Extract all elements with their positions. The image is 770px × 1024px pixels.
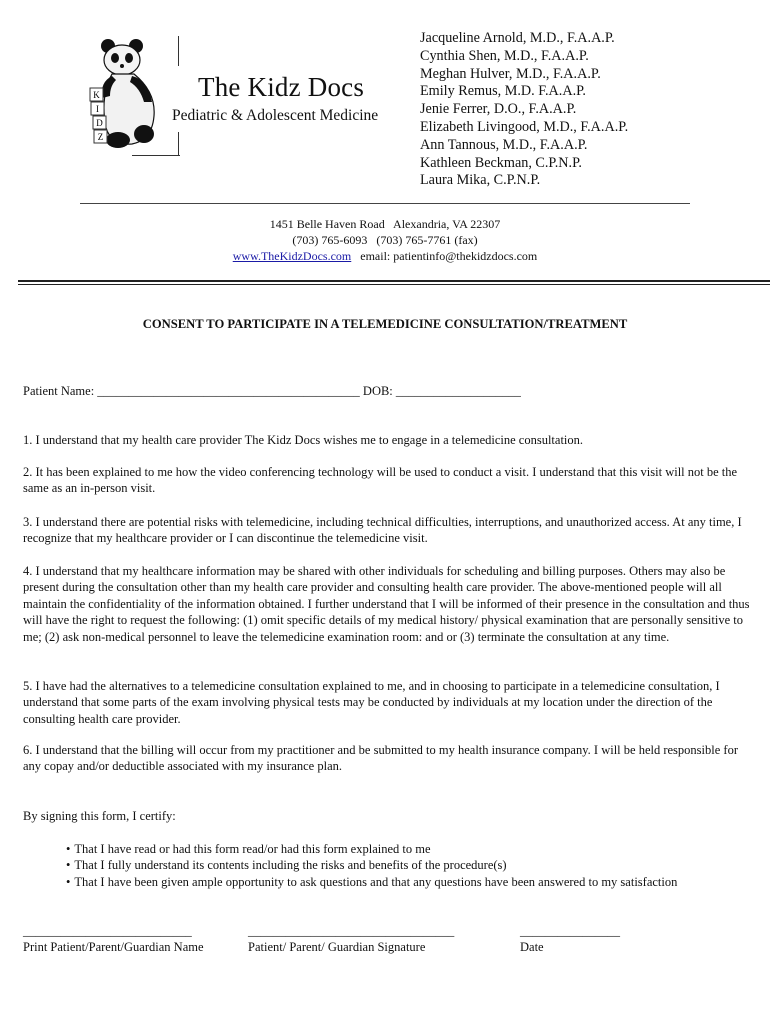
email-address: email: patientinfo@thekidzdocs.com: [360, 249, 538, 263]
section-divider: [18, 280, 770, 282]
logo-block-letter: I: [96, 104, 99, 114]
consent-paragraph: 1. I understand that my health care provider The Kidz Docs wishes me to engage in a telemedicine consultation.: [23, 433, 584, 447]
signature-label: Print Patient/Parent/Guardian Name: [23, 940, 204, 954]
form-title: CONSENT TO PARTICIPATE IN A TELEMEDICINE CONSULTATION/TREATMENT: [142, 317, 628, 331]
provider-name: Jacqueline Arnold, M.D., F.A.A.P.: [420, 30, 615, 46]
signature-blank[interactable]: ________________: [520, 924, 620, 938]
phone-numbers: (703) 765-6093 (703) 765-7761 (fax): [292, 233, 478, 247]
provider-name: Meghan Hulver, M.D., F.A.A.P.: [420, 65, 601, 82]
logo-block-letter: Z: [97, 132, 104, 142]
provider-list: [420, 30, 628, 190]
practice-subtitle: Pediatric & Adolescent Medicine: [172, 107, 379, 124]
provider-name: Elizabeth Livingood, M.D., F.A.A.P.: [420, 118, 629, 135]
consent-paragraph: 4. I understand that my healthcare information may be shared with other individuals for scheduling and billing purposes. Others may also be present during the consultation other than my health care provider and consulting health care provider. The above-mentioned people will all maintain the confidentiality of the information obtained. I further understand that I will be informed of their presence in the consultation and thus will have the right to request the following: (1) omit specific details of my medical history/ physical examination that are personally sensitive to me; (2) ask non-medical personnel to leave the telemedicine examination room: and or (3) terminate the consultation at any time.: [23, 564, 750, 644]
panda-logo-icon: [72, 36, 172, 156]
provider-name: Cynthia Shen, M.D., F.A.A.P.: [420, 47, 589, 64]
address: 1451 Belle Haven Road Alexandria, VA 22307: [269, 217, 501, 231]
print-name-field[interactable]: [23, 924, 204, 955]
certify-list: [66, 841, 677, 890]
consent-paragraph: 5. I have had the alternatives to a telemedicine consultation explained to me, and in choosing to participate in a telemedicine consultation, I understand that some parts of the exam involving physical tests may be conducted by individuals at my location under the direction of the consulting health care provider.: [23, 679, 720, 726]
logo-block-letter: K: [93, 90, 100, 100]
contact-block: [0, 216, 770, 264]
certify-item: • That I fully understand its contents including the risks and benefits of the procedure(s): [66, 857, 677, 873]
logo-block-letter: D: [96, 118, 103, 128]
certify-item: • That I have read or had this form read/or had this form explained to me: [66, 841, 677, 857]
signature-label: Date: [520, 940, 544, 954]
header-divider: [80, 203, 690, 204]
provider-name: Kathleen Beckman, C.P.N.P.: [420, 154, 582, 171]
certify-item: • That I have been given ample opportunity to ask questions and that any questions have been answered to my satisfaction: [66, 874, 677, 890]
certify-intro: By signing this form, I certify:: [23, 809, 176, 823]
consent-paragraph: 6. I understand that the billing will occur from my practitioner and be submitted to my health insurance company. I will be held responsible for any copay and/or deductible associated with my insurance plan.: [23, 743, 738, 774]
signature-field[interactable]: [248, 924, 454, 955]
patient-name-dob-field[interactable]: Patient Name: __________________________________________ DOB: ____________________: [23, 384, 521, 398]
practice-name: The Kidz Docs: [198, 72, 365, 102]
provider-name: Emily Remus, M.D. F.A.A.P.: [420, 83, 586, 100]
consent-paragraph: 3. I understand there are potential risks with telemedicine, including technical difficulties, interruptions, and unauthorized access. At any time, I recognize that my healthcare provider or I can discontinue the telemedicine visit.: [23, 515, 742, 546]
consent-paragraph: 2. It has been explained to me how the video conferencing technology will be used to conduct a visit. I understand that this visit will not be the same as an in-person visit.: [23, 465, 738, 496]
website-link[interactable]: www.TheKidzDocs.com: [232, 249, 352, 263]
date-field[interactable]: [520, 924, 620, 955]
signature-blank[interactable]: ___________________________: [23, 924, 192, 938]
signature-label: Patient/ Parent/ Guardian Signature: [248, 940, 426, 954]
section-divider: [18, 284, 770, 285]
provider-name: Ann Tannous, M.D., F.A.A.P.: [420, 136, 588, 153]
signature-blank[interactable]: _________________________________: [248, 924, 455, 938]
provider-name: Jenie Ferrer, D.O., F.A.A.P.: [420, 101, 577, 118]
provider-name: Laura Mika, C.P.N.P.: [420, 172, 541, 189]
practice-logo: [72, 36, 180, 156]
